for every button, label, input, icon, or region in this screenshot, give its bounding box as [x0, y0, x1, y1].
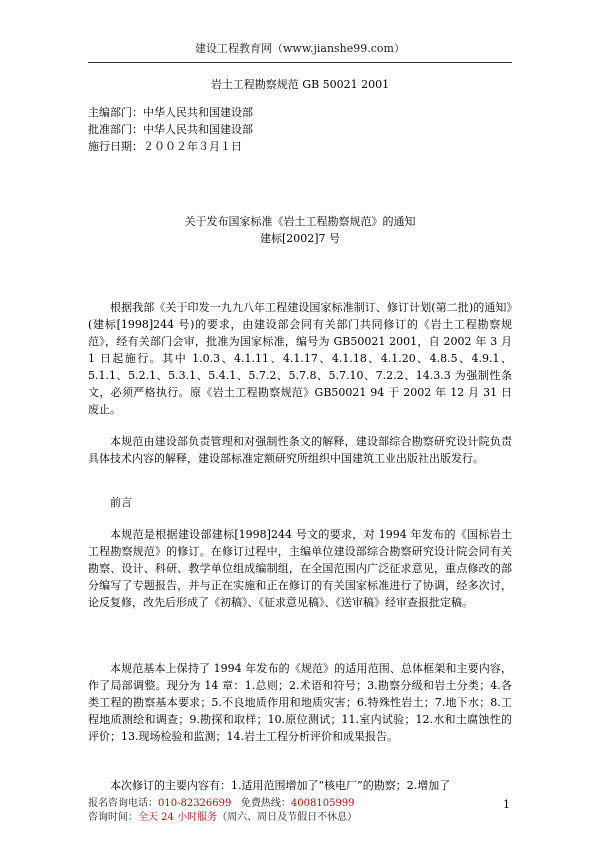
paragraph-decree: 根据我部《关于印发一九九八年工程建设国家标准制订、修订计划(第二批)的通知》(建标[1998]244 号)的要求，由建设部会同有关部门共同修订的《岩土工程勘察规范》，经有关部门会审，批准为国家标准，编号为 GB50021 2001，自 2002 年 3 月 1 日起施行。其中 1.0.3、4.1.11、4.1.17、4.1.18、4.1.20、4.8.5、4.9.1、5.1.1、5.2.1、5.3.1、5.4.1、5.7.2、5.7.8、5.7.10、7.2.2、14.3.3 为强制性条文，必须严格执行。原《岩土工程勘察规范》GB50021 94 于 2002 年 12 月 31 日废止。: [88, 301, 512, 416]
paragraph-revision: 本规范是根据建设部建标[1998]244 号文的要求，对 1994 年发布的《国标岩土工程勘察规范》的修订。在修订过程中，主编单位建设部综合勘察研究设计院会同有关勘察、设计、科研、教学单位组成编制组，在全国范围内广泛征求意见，重点修改的部分编写了专题报告，并与正在实施和正在修订的有关国家标准进行了协调，经多次讨，论反复修，改先后形成了《初稿》、《征求意见稿》、《送审稿》经审查报批定稿。: [88, 528, 512, 609]
paragraph-scope: 本规范基本上保持了 1994 年发布的《规范》的适用范围、总体框架和主要内容，作了局部调整。现分为 14 章：1.总则；2.术语和符号；3.勘察分级和岩土分类；4.各类工程的勘察基本要求；5.不良地质作用和地质灾害；6.特殊性岩土；7.地下水；8.工程地质测绘和调查；9.勘探和取样；10.原位测试；11.室内试验；12.水和土腐蚀性的评价；13.现场检验和监测；14.岩土工程分析评价和成果报告。: [88, 662, 512, 743]
contact-footer: [88, 797, 357, 825]
free-line-label: 免费热线：: [240, 798, 291, 809]
service-hours: 全天 24 小时服务: [138, 812, 218, 823]
header-divider: [88, 62, 512, 63]
footer-hours-line: [88, 811, 357, 825]
free-phone-number: 4008105999: [290, 798, 355, 809]
site-header: 建设工程教育网（www.jianshe99.com）: [195, 42, 405, 55]
editor-dept: 主编部门：中华人民共和国建设部: [88, 106, 253, 119]
phone-label: 报名咨询电话：: [88, 798, 158, 809]
phone-number: 010-82326699: [158, 798, 232, 809]
paragraph-changes: 本次修订的主要内容有：1.适用范围增加了“核电厂”的勘察；2.增加了: [110, 779, 451, 792]
hours-note: （周六、周日及节假日不休息）: [217, 812, 358, 823]
page-number: 1: [503, 798, 510, 811]
standard-title: 岩土工程勘察规范 GB 50021 2001: [210, 78, 390, 91]
approver-dept: 批准部门：中华人民共和国建设部: [88, 123, 253, 136]
notice-number: 建标[2002]7 号: [259, 232, 341, 245]
preface-heading: 前言: [110, 496, 132, 509]
effective-date: 施行日期：２００２年３月１日: [88, 140, 242, 153]
notice-title: 关于发布国家标准《岩土工程勘察规范》的通知: [184, 215, 416, 228]
hours-label: 咨询时间：: [88, 812, 138, 823]
footer-phone-line: [88, 797, 357, 811]
paragraph-management: 本规范由建设部负责管理和对强制性条文的解释，建设部综合勘察研究设计院负责具体技术内容的解释，建设部标准定额研究所组织中国建筑工业出版社出版发行。: [88, 435, 512, 465]
notice-heading: [0, 213, 600, 247]
standard-meta: [88, 104, 253, 155]
